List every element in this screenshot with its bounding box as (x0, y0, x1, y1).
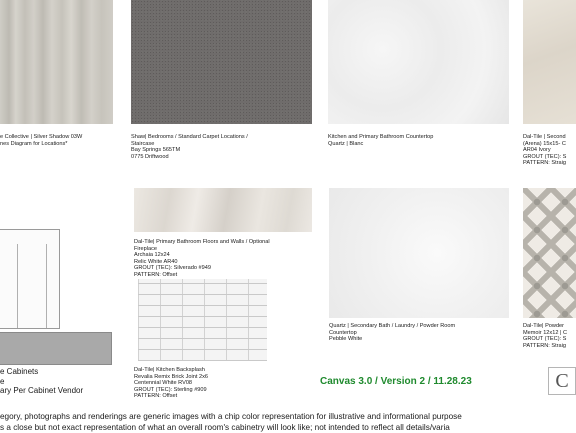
caption-cabinets: e Cabinets e ary Per Cabinet Vendor (0, 367, 84, 395)
caption-driftwood-carpet: Shaw| Bedrooms / Standard Carpet Locations / Staircase Bay Springs 565TM 0775 Driftwood (131, 134, 248, 160)
swatch-centennial-white-backsplash (138, 279, 267, 361)
cabinet-door-inner-panel (17, 244, 47, 328)
swatch-driftwood-carpet (131, 0, 312, 124)
disclaimer-line-1: egory, photographs and renderings are generic images with a chip color representation for illustrative and informational purpose (0, 412, 462, 421)
swatch-relic-white-tile (134, 188, 312, 232)
caption-ivory-tile: Dal-Tile | Second (Arena) 15x15- C AR04 Ivory GROUT (TEC): S PATTERN: Straig (523, 134, 567, 167)
caption-pebble-white-quartz: Quartz | Secondary Bath / Laundry / Powder Room Countertop Pebble White (329, 323, 456, 343)
caption-memoir-tile: Dal-Tile| Powder Memoir 12x12 | C GROUT (TEC): S PATTERN: Straig (523, 323, 568, 349)
swatch-silver-shadow-vinyl (0, 0, 113, 124)
cabinet-door-illustration (0, 229, 60, 329)
cabinet-color-swatch (0, 332, 112, 365)
caption-centennial-white-backsplash: Dal-Tile| Kitchen Backsplash Revalia Remix Brick Joint 2x6 Centennial White RV08 GROUT (TEC): Sterling #909 PATTERN: Offset (134, 367, 208, 400)
caption-relic-white-tile: Dal-Tile| Primary Bathroom Floors and Walls / Optional Fireplace Archaia 12x24 Relic White AR40 GROUT (TEC): Silverado #949 PATTERN: Offset (134, 239, 270, 278)
swatch-blanc-quartz (328, 0, 509, 124)
caption-blanc-quartz: Kitchen and Primary Bathroom Countertop Quartz | Blanc (328, 134, 434, 147)
swatch-ivory-tile (523, 0, 576, 124)
disclaimer-line-2: s a close but not exact representation of what an overall room's cabinetry will look like; not intended to reflect all details/varia (0, 423, 450, 432)
swatch-pebble-white-quartz (329, 188, 509, 318)
version-label: Canvas 3.0 / Version 2 / 11.28.23 (320, 376, 472, 387)
brand-logo: C (548, 367, 576, 395)
caption-silver-shadow: e Collective | Silver Shadow 03W nes Diagram for Locations* (0, 134, 83, 147)
swatch-memoir-tile (523, 188, 576, 318)
